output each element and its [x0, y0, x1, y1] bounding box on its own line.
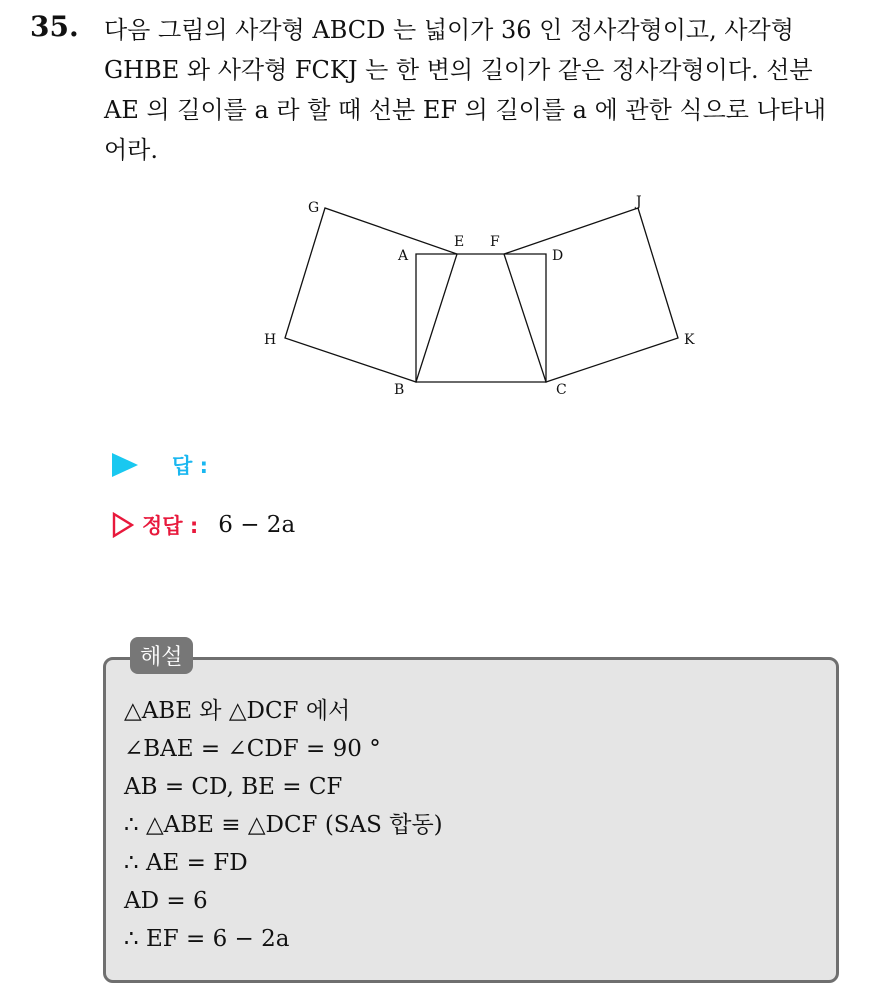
label-h: H — [264, 332, 277, 348]
play-triangle-icon — [112, 453, 138, 477]
question-line: 어라. — [104, 136, 158, 164]
explanation-line: △ABE 와 △DCF 에서 — [124, 698, 351, 724]
outline-triangle-icon — [112, 512, 134, 538]
label-j: J — [636, 194, 642, 210]
explanation-lines — [124, 692, 443, 958]
explanation-line: AB = CD, BE = CF — [124, 774, 343, 800]
label-b: B — [394, 382, 405, 398]
explanation-line: AD = 6 — [124, 888, 208, 914]
answer-blank-row — [112, 450, 208, 480]
question-line: 다음 그림의 사각형 ABCD 는 넓이가 36 인 정사각형이고, 사각형 — [104, 16, 794, 44]
explanation-line: ∴ EF = 6 − 2a — [124, 926, 290, 952]
correct-answer-value: 6 − 2a — [218, 512, 296, 538]
question-number: 35. — [30, 10, 79, 43]
label-c: C — [556, 382, 567, 398]
answer-label: 답 : — [172, 454, 208, 478]
label-g: G — [308, 200, 320, 216]
label-d: D — [552, 248, 564, 264]
correct-answer-row — [112, 510, 295, 540]
correct-answer-label: 정답 : — [142, 514, 199, 538]
question-line: GHBE 와 사각형 FCKJ 는 한 변의 길이가 같은 정사각형이다. 선분 — [104, 56, 813, 84]
square-fckj — [504, 208, 678, 382]
explanation-line: ∴ AE = FD — [124, 850, 248, 876]
square-ghbe — [285, 208, 457, 382]
explanation-line: ∴ △ABE ≡ △DCF (SAS 합동) — [124, 812, 443, 838]
label-f: F — [490, 234, 500, 250]
square-abcd — [416, 254, 546, 382]
question-line: AE 의 길이를 a 라 할 때 선분 EF 의 길이를 a 에 관한 식으로 나타내 — [104, 96, 827, 124]
label-k: K — [684, 332, 695, 348]
question-text — [104, 10, 864, 170]
label-e: E — [454, 234, 465, 250]
geometry-figure — [250, 180, 710, 410]
label-a: A — [398, 248, 409, 264]
explanation-tag: 해설 — [130, 637, 193, 674]
explanation-line: ∠BAE = ∠CDF = 90 ° — [124, 736, 381, 762]
